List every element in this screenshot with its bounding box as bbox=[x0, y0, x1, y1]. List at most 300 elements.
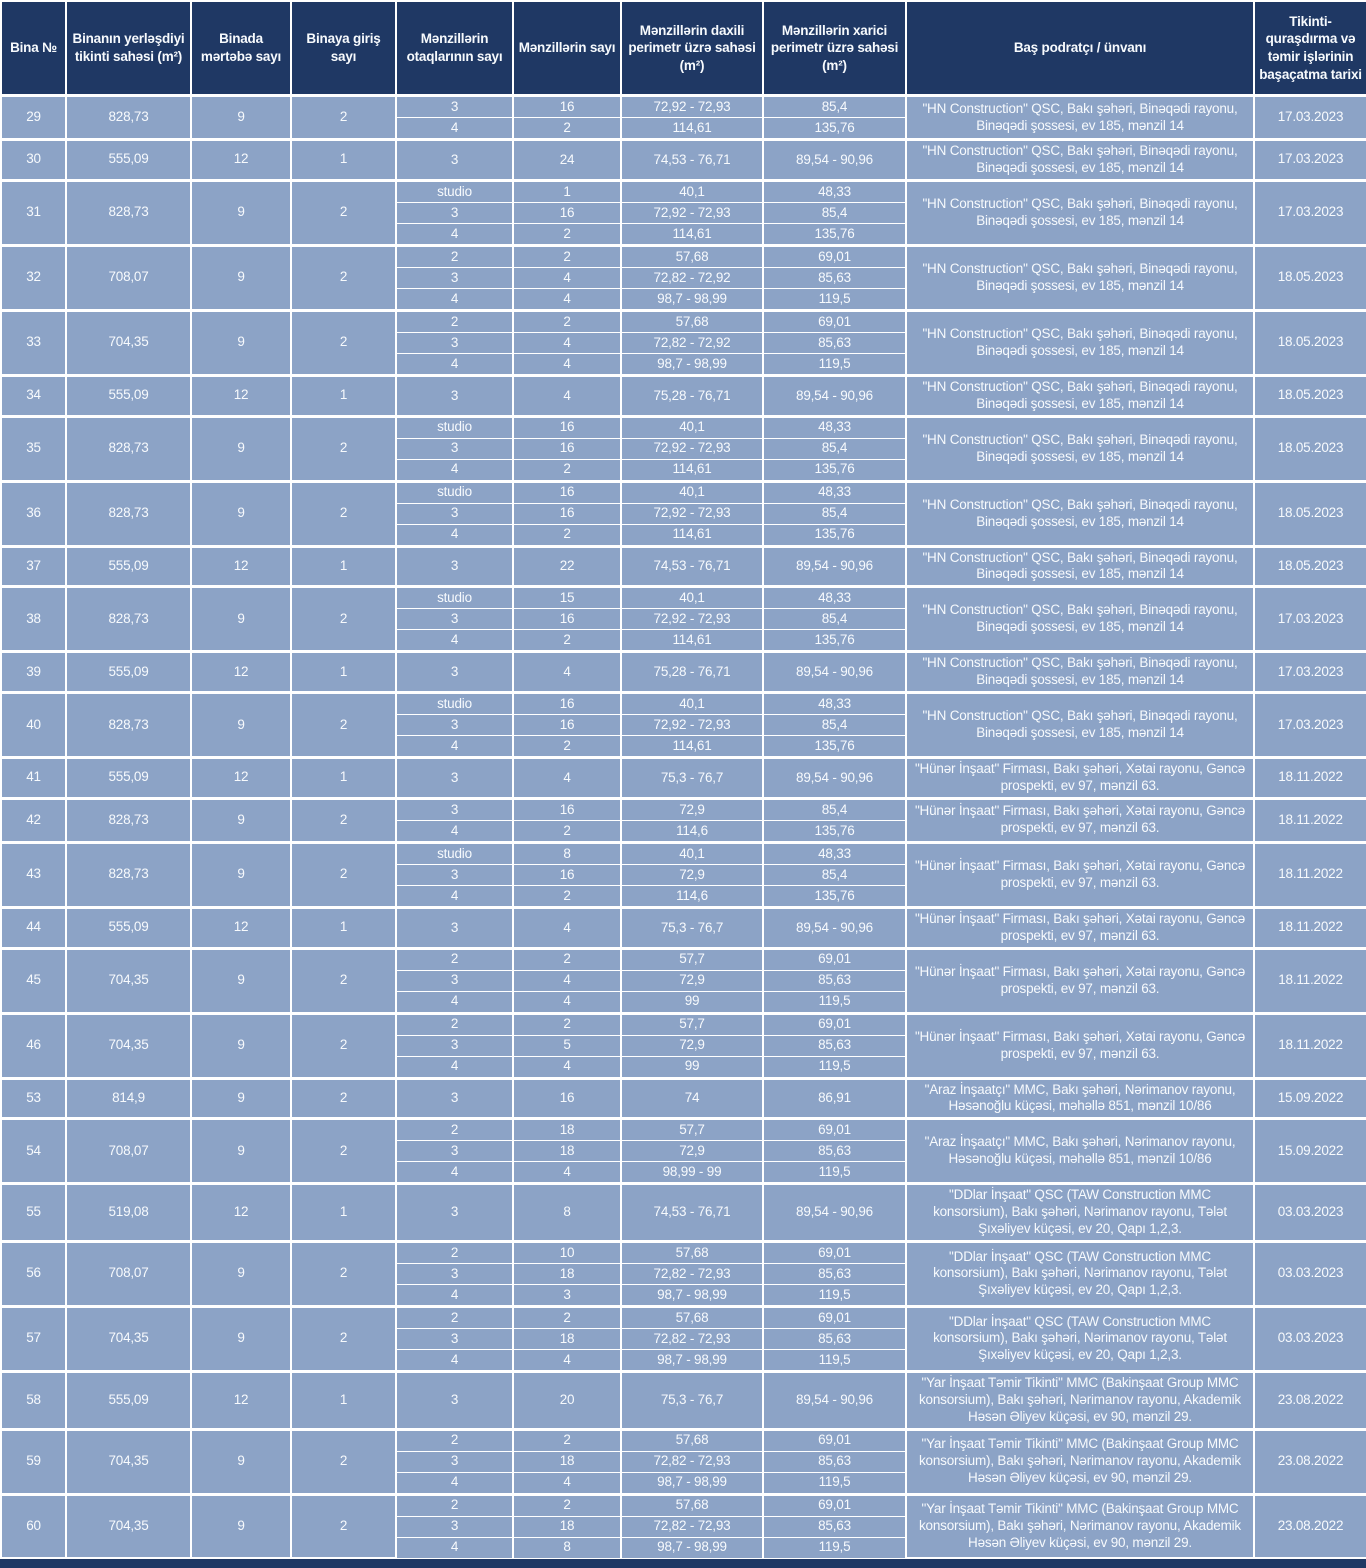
cell-inner-perimeter-area: 40,1 bbox=[621, 180, 763, 202]
table-row bbox=[1, 1184, 1366, 1242]
cell-inner-perimeter-area: 114,61 bbox=[621, 223, 763, 245]
cell-outer-perimeter-area: 85,63 bbox=[763, 1516, 906, 1537]
cell-apartment-count: 16 bbox=[513, 481, 621, 503]
cell-apartment-count: 4 bbox=[513, 1162, 621, 1184]
cell-building-no: 39 bbox=[1, 652, 66, 693]
table-row bbox=[1, 1371, 1366, 1429]
cell-outer-perimeter-area: 89,54 - 90,96 bbox=[763, 652, 906, 693]
cell-contractor: "HN Construction" QSC, Bakı şəhəri, Binəqədi rayonu, Binəqədi şossesi, ev 185, mənzil 14 bbox=[906, 245, 1254, 310]
cell-inner-perimeter-area: 72,9 bbox=[621, 1035, 763, 1056]
cell-inner-perimeter-area: 74,53 - 76,71 bbox=[621, 140, 763, 181]
cell-outer-perimeter-area: 85,63 bbox=[763, 332, 906, 353]
cell-completion-date: 18.11.2022 bbox=[1254, 798, 1366, 842]
cell-apartment-count: 4 bbox=[513, 758, 621, 799]
cell-entrance-count: 2 bbox=[291, 1306, 396, 1371]
cell-outer-perimeter-area: 69,01 bbox=[763, 1306, 906, 1328]
cell-apartment-count: 16 bbox=[513, 96, 621, 118]
cell-contractor: "Hünər İnşaat" Firması, Bakı şəhəri, Xətai rayonu, Gəncə prospekti, ev 97, mənzil 63. bbox=[906, 842, 1254, 907]
cell-room-count: 4 bbox=[396, 353, 513, 375]
cell-inner-perimeter-area: 57,68 bbox=[621, 1306, 763, 1328]
cell-apartment-count: 24 bbox=[513, 140, 621, 181]
cell-building-no: 56 bbox=[1, 1241, 66, 1306]
header-completion-date: Tikinti-quraşdırma və təmir işlərinin başaçatma tarixi bbox=[1254, 1, 1366, 96]
cell-contractor: "HN Construction" QSC, Bakı şəhəri, Binəqədi rayonu, Binəqədi şossesi, ev 185, mənzil 14 bbox=[906, 693, 1254, 758]
cell-apartment-count: 2 bbox=[513, 1306, 621, 1328]
cell-construction-area: 704,35 bbox=[66, 1429, 191, 1494]
cell-completion-date: 23.08.2022 bbox=[1254, 1429, 1366, 1494]
cell-contractor: "HN Construction" QSC, Bakı şəhəri, Binəqədi rayonu, Binəqədi şossesi, ev 185, mənzil 14 bbox=[906, 180, 1254, 245]
header-construction-area: Binanın yerləşdiyi tikinti sahəsi (m²) bbox=[66, 1, 191, 96]
cell-room-count: 3 bbox=[396, 140, 513, 181]
cell-outer-perimeter-area: 119,5 bbox=[763, 353, 906, 375]
cell-inner-perimeter-area: 98,7 - 98,99 bbox=[621, 1537, 763, 1558]
cell-outer-perimeter-area: 85,4 bbox=[763, 864, 906, 885]
cell-room-count: 4 bbox=[396, 1162, 513, 1184]
cell-room-count: 4 bbox=[396, 288, 513, 310]
cell-apartment-count: 2 bbox=[513, 885, 621, 907]
cell-outer-perimeter-area: 89,54 - 90,96 bbox=[763, 1371, 906, 1429]
cell-apartment-count: 4 bbox=[513, 353, 621, 375]
cell-building-no: 59 bbox=[1, 1429, 66, 1494]
cell-building-no: 38 bbox=[1, 587, 66, 652]
cell-inner-perimeter-area: 98,7 - 98,99 bbox=[621, 1349, 763, 1371]
cell-entrance-count: 2 bbox=[291, 798, 396, 842]
cell-apartment-count: 8 bbox=[513, 1184, 621, 1242]
cell-room-count: 2 bbox=[396, 1494, 513, 1516]
cell-inner-perimeter-area: 99 bbox=[621, 1056, 763, 1078]
cell-floor-count: 9 bbox=[191, 245, 291, 310]
cell-building-no: 44 bbox=[1, 907, 66, 948]
cell-outer-perimeter-area: 48,33 bbox=[763, 842, 906, 864]
cell-building-no: 33 bbox=[1, 310, 66, 375]
cell-outer-perimeter-area: 85,63 bbox=[763, 1328, 906, 1349]
cell-entrance-count: 2 bbox=[291, 1119, 396, 1184]
cell-room-count: 3 bbox=[396, 1263, 513, 1284]
cell-apartment-count: 4 bbox=[513, 1472, 621, 1494]
cell-outer-perimeter-area: 135,76 bbox=[763, 885, 906, 907]
cell-inner-perimeter-area: 57,7 bbox=[621, 1119, 763, 1141]
cell-building-no: 43 bbox=[1, 842, 66, 907]
table-row bbox=[1, 948, 1366, 970]
cell-outer-perimeter-area: 48,33 bbox=[763, 180, 906, 202]
cell-outer-perimeter-area: 119,5 bbox=[763, 1162, 906, 1184]
cell-apartment-count: 2 bbox=[513, 524, 621, 546]
cell-room-count: studio bbox=[396, 481, 513, 503]
cell-room-count: 3 bbox=[396, 96, 513, 118]
cell-building-no: 60 bbox=[1, 1494, 66, 1558]
cell-contractor: "HN Construction" QSC, Bakı şəhəri, Binəqədi rayonu, Binəqədi şossesi, ev 185, mənzil 14 bbox=[906, 587, 1254, 652]
cell-inner-perimeter-area: 72,82 - 72,93 bbox=[621, 1516, 763, 1537]
cell-inner-perimeter-area: 57,68 bbox=[621, 245, 763, 267]
cell-apartment-count: 22 bbox=[513, 546, 621, 587]
table-row bbox=[1, 481, 1366, 503]
cell-contractor: "Hünər İnşaat" Firması, Bakı şəhəri, Xətai rayonu, Gəncə prospekti, ev 97, mənzil 63. bbox=[906, 798, 1254, 842]
cell-inner-perimeter-area: 57,68 bbox=[621, 1494, 763, 1516]
cell-room-count: 3 bbox=[396, 907, 513, 948]
cell-entrance-count: 1 bbox=[291, 1184, 396, 1242]
cell-room-count: 4 bbox=[396, 1472, 513, 1494]
cell-floor-count: 9 bbox=[191, 310, 291, 375]
cell-room-count: 4 bbox=[396, 1056, 513, 1078]
cell-inner-perimeter-area: 40,1 bbox=[621, 842, 763, 864]
cell-contractor: "Araz İnşaatçı" MMC, Bakı şəhəri, Nərimanov rayonu, Həsənoğlu küçəsi, məhəllə 851, mənzil 10/86 bbox=[906, 1078, 1254, 1119]
cell-entrance-count: 2 bbox=[291, 693, 396, 758]
cell-completion-date: 18.05.2023 bbox=[1254, 310, 1366, 375]
cell-outer-perimeter-area: 89,54 - 90,96 bbox=[763, 758, 906, 799]
cell-outer-perimeter-area: 85,4 bbox=[763, 715, 906, 736]
cell-completion-date: 18.05.2023 bbox=[1254, 416, 1366, 481]
cell-construction-area: 519,08 bbox=[66, 1184, 191, 1242]
cell-outer-perimeter-area: 135,76 bbox=[763, 736, 906, 758]
cell-outer-perimeter-area: 48,33 bbox=[763, 693, 906, 715]
cell-construction-area: 828,73 bbox=[66, 842, 191, 907]
cell-apartment-count: 2 bbox=[513, 223, 621, 245]
cell-construction-area: 828,73 bbox=[66, 416, 191, 481]
cell-room-count: 3 bbox=[396, 1184, 513, 1242]
cell-apartment-count: 18 bbox=[513, 1516, 621, 1537]
cell-completion-date: 17.03.2023 bbox=[1254, 693, 1366, 758]
header-inner-perimeter-area: Mənzillərin daxili perimetr üzrə sahəsi (m²) bbox=[621, 1, 763, 96]
cell-outer-perimeter-area: 85,4 bbox=[763, 202, 906, 223]
cell-completion-date: 18.05.2023 bbox=[1254, 245, 1366, 310]
cell-room-count: 4 bbox=[396, 223, 513, 245]
cell-apartment-count: 2 bbox=[513, 118, 621, 140]
cell-inner-perimeter-area: 72,92 - 72,93 bbox=[621, 609, 763, 630]
cell-outer-perimeter-area: 135,76 bbox=[763, 524, 906, 546]
cell-construction-area: 704,35 bbox=[66, 1306, 191, 1371]
cell-inner-perimeter-area: 40,1 bbox=[621, 693, 763, 715]
cell-apartment-count: 16 bbox=[513, 202, 621, 223]
cell-apartment-count: 2 bbox=[513, 948, 621, 970]
cell-room-count: 4 bbox=[396, 820, 513, 842]
cell-outer-perimeter-area: 69,01 bbox=[763, 1429, 906, 1451]
cell-room-count: studio bbox=[396, 587, 513, 609]
cell-room-count: 3 bbox=[396, 970, 513, 991]
cell-inner-perimeter-area: 114,61 bbox=[621, 524, 763, 546]
cell-construction-area: 555,09 bbox=[66, 375, 191, 416]
cell-entrance-count: 2 bbox=[291, 1078, 396, 1119]
cell-building-no: 34 bbox=[1, 375, 66, 416]
cell-outer-perimeter-area: 69,01 bbox=[763, 310, 906, 332]
cell-inner-perimeter-area: 74,53 - 76,71 bbox=[621, 1184, 763, 1242]
cell-inner-perimeter-area: 72,82 - 72,92 bbox=[621, 332, 763, 353]
cell-completion-date: 18.11.2022 bbox=[1254, 907, 1366, 948]
cell-contractor: "HN Construction" QSC, Bakı şəhəri, Binəqədi rayonu, Binəqədi şossesi, ev 185, mənzil 14 bbox=[906, 310, 1254, 375]
cell-construction-area: 828,73 bbox=[66, 96, 191, 140]
cell-floor-count: 9 bbox=[191, 96, 291, 140]
cell-apartment-count: 15 bbox=[513, 587, 621, 609]
table-row bbox=[1, 310, 1366, 332]
header-building-no: Bina № bbox=[1, 1, 66, 96]
cell-apartment-count: 18 bbox=[513, 1451, 621, 1472]
cell-construction-area: 828,73 bbox=[66, 587, 191, 652]
cell-outer-perimeter-area: 86,91 bbox=[763, 1078, 906, 1119]
cell-completion-date: 18.05.2023 bbox=[1254, 481, 1366, 546]
cell-outer-perimeter-area: 119,5 bbox=[763, 1056, 906, 1078]
cell-apartment-count: 5 bbox=[513, 1035, 621, 1056]
cell-contractor: "Yar İnşaat Təmir Tikinti" MMC (Bakinşaat Group MMC konsorsium), Bakı şəhəri, Nərimanov rayonu, Akademik Həsən Əliyev küçəsi, ev 90, mənzil 29. bbox=[906, 1429, 1254, 1494]
cell-contractor: "HN Construction" QSC, Bakı şəhəri, Binəqədi rayonu, Binəqədi şossesi, ev 185, mənzil 14 bbox=[906, 481, 1254, 546]
table-row bbox=[1, 1306, 1366, 1328]
table-row bbox=[1, 96, 1366, 118]
cell-floor-count: 12 bbox=[191, 140, 291, 181]
cell-inner-perimeter-area: 75,3 - 76,7 bbox=[621, 907, 763, 948]
cell-outer-perimeter-area: 85,4 bbox=[763, 609, 906, 630]
cell-inner-perimeter-area: 72,9 bbox=[621, 970, 763, 991]
cell-building-no: 35 bbox=[1, 416, 66, 481]
cell-floor-count: 9 bbox=[191, 587, 291, 652]
table-row bbox=[1, 375, 1366, 416]
cell-apartment-count: 16 bbox=[513, 1078, 621, 1119]
table-row bbox=[1, 140, 1366, 181]
cell-entrance-count: 2 bbox=[291, 416, 396, 481]
cell-entrance-count: 1 bbox=[291, 140, 396, 181]
cell-contractor: "Yar İnşaat Təmir Tikinti" MMC (Bakinşaat Group MMC konsorsium), Bakı şəhəri, Nərimanov rayonu, Akademik Həsən Əliyev küçəsi, ev 90, mənzil 29. bbox=[906, 1494, 1254, 1558]
cell-floor-count: 9 bbox=[191, 798, 291, 842]
table-row bbox=[1, 1429, 1366, 1451]
cell-apartment-count: 8 bbox=[513, 842, 621, 864]
cell-apartment-count: 20 bbox=[513, 1371, 621, 1429]
cell-inner-perimeter-area: 40,1 bbox=[621, 481, 763, 503]
cell-entrance-count: 1 bbox=[291, 1371, 396, 1429]
cell-outer-perimeter-area: 48,33 bbox=[763, 587, 906, 609]
cell-entrance-count: 2 bbox=[291, 842, 396, 907]
table-row bbox=[1, 798, 1366, 820]
cell-room-count: 2 bbox=[396, 948, 513, 970]
cell-contractor: "HN Construction" QSC, Bakı şəhəri, Binəqədi rayonu, Binəqədi şossesi, ev 185, mənzil 14 bbox=[906, 375, 1254, 416]
table-row bbox=[1, 842, 1366, 864]
cell-outer-perimeter-area: 135,76 bbox=[763, 630, 906, 652]
cell-outer-perimeter-area: 85,63 bbox=[763, 1141, 906, 1162]
cell-construction-area: 828,73 bbox=[66, 693, 191, 758]
cell-construction-area: 828,73 bbox=[66, 798, 191, 842]
cell-entrance-count: 1 bbox=[291, 652, 396, 693]
cell-inner-perimeter-area: 72,82 - 72,93 bbox=[621, 1451, 763, 1472]
cell-building-no: 29 bbox=[1, 96, 66, 140]
cell-apartment-count: 18 bbox=[513, 1141, 621, 1162]
cell-inner-perimeter-area: 98,7 - 98,99 bbox=[621, 353, 763, 375]
cell-floor-count: 9 bbox=[191, 1119, 291, 1184]
cell-room-count: 4 bbox=[396, 1284, 513, 1306]
cell-building-no: 41 bbox=[1, 758, 66, 799]
cell-apartment-count: 2 bbox=[513, 820, 621, 842]
cell-outer-perimeter-area: 85,63 bbox=[763, 970, 906, 991]
cell-entrance-count: 2 bbox=[291, 1429, 396, 1494]
cell-entrance-count: 1 bbox=[291, 907, 396, 948]
cell-contractor: "Yar İnşaat Təmir Tikinti" MMC (Bakinşaat Group MMC konsorsium), Bakı şəhəri, Nərimanov rayonu, Akademik Həsən Əliyev küçəsi, ev 90, mənzil 29. bbox=[906, 1371, 1254, 1429]
cell-floor-count: 12 bbox=[191, 375, 291, 416]
table-row bbox=[1, 907, 1366, 948]
cell-inner-perimeter-area: 72,92 - 72,93 bbox=[621, 503, 763, 524]
cell-floor-count: 9 bbox=[191, 1494, 291, 1558]
cell-construction-area: 555,09 bbox=[66, 907, 191, 948]
cell-room-count: 4 bbox=[396, 524, 513, 546]
cell-outer-perimeter-area: 85,4 bbox=[763, 96, 906, 118]
cell-floor-count: 12 bbox=[191, 1371, 291, 1429]
cell-contractor: "Araz İnşaatçı" MMC, Bakı şəhəri, Nərimanov rayonu, Həsənoğlu küçəsi, məhəllə 851, mənzil 10/86 bbox=[906, 1119, 1254, 1184]
cell-room-count: 4 bbox=[396, 991, 513, 1013]
table-row bbox=[1, 1078, 1366, 1119]
cell-construction-area: 828,73 bbox=[66, 180, 191, 245]
cell-construction-area: 704,35 bbox=[66, 1494, 191, 1558]
cell-outer-perimeter-area: 85,4 bbox=[763, 503, 906, 524]
cell-completion-date: 18.05.2023 bbox=[1254, 375, 1366, 416]
cell-room-count: 4 bbox=[396, 1349, 513, 1371]
cell-outer-perimeter-area: 119,5 bbox=[763, 1349, 906, 1371]
cell-apartment-count: 16 bbox=[513, 438, 621, 459]
cell-building-no: 31 bbox=[1, 180, 66, 245]
cell-contractor: "Hünər İnşaat" Firması, Bakı şəhəri, Xətai rayonu, Gəncə prospekti, ev 97, mənzil 63. bbox=[906, 948, 1254, 1013]
cell-floor-count: 9 bbox=[191, 1013, 291, 1078]
cell-apartment-count: 4 bbox=[513, 907, 621, 948]
cell-apartment-count: 18 bbox=[513, 1328, 621, 1349]
cell-apartment-count: 2 bbox=[513, 245, 621, 267]
table-row bbox=[1, 245, 1366, 267]
cell-construction-area: 828,73 bbox=[66, 481, 191, 546]
cell-room-count: 4 bbox=[396, 736, 513, 758]
cell-contractor: "HN Construction" QSC, Bakı şəhəri, Binəqədi rayonu, Binəqədi şossesi, ev 185, mənzil 14 bbox=[906, 96, 1254, 140]
cell-entrance-count: 1 bbox=[291, 758, 396, 799]
cell-outer-perimeter-area: 119,5 bbox=[763, 1537, 906, 1558]
cell-inner-perimeter-area: 57,68 bbox=[621, 1429, 763, 1451]
cell-apartment-count: 4 bbox=[513, 288, 621, 310]
cell-outer-perimeter-area: 135,76 bbox=[763, 223, 906, 245]
cell-contractor: "Hünər İnşaat" Firması, Bakı şəhəri, Xətai rayonu, Gəncə prospekti, ev 97, mənzil 63. bbox=[906, 758, 1254, 799]
cell-room-count: studio bbox=[396, 180, 513, 202]
cell-room-count: 3 bbox=[396, 1035, 513, 1056]
cell-inner-perimeter-area: 74,53 - 76,71 bbox=[621, 546, 763, 587]
cell-apartment-count: 16 bbox=[513, 798, 621, 820]
cell-room-count: studio bbox=[396, 693, 513, 715]
table-header bbox=[1, 1, 1366, 96]
cell-room-count: 3 bbox=[396, 1516, 513, 1537]
cell-entrance-count: 2 bbox=[291, 310, 396, 375]
header-entrance-count: Binaya giriş sayı bbox=[291, 1, 396, 96]
cell-outer-perimeter-area: 69,01 bbox=[763, 948, 906, 970]
cell-inner-perimeter-area: 98,7 - 98,99 bbox=[621, 1284, 763, 1306]
table-row bbox=[1, 693, 1366, 715]
cell-completion-date: 17.03.2023 bbox=[1254, 652, 1366, 693]
cell-floor-count: 9 bbox=[191, 1078, 291, 1119]
cell-outer-perimeter-area: 69,01 bbox=[763, 245, 906, 267]
cell-entrance-count: 2 bbox=[291, 1013, 396, 1078]
cell-floor-count: 9 bbox=[191, 1429, 291, 1494]
cell-floor-count: 12 bbox=[191, 652, 291, 693]
cell-outer-perimeter-area: 89,54 - 90,96 bbox=[763, 140, 906, 181]
cell-room-count: 2 bbox=[396, 310, 513, 332]
cell-completion-date: 17.03.2023 bbox=[1254, 140, 1366, 181]
header-apartment-count: Mənzillərin sayı bbox=[513, 1, 621, 96]
cell-completion-date: 17.03.2023 bbox=[1254, 180, 1366, 245]
cell-contractor: "Hünər İnşaat" Firması, Bakı şəhəri, Xətai rayonu, Gəncə prospekti, ev 97, mənzil 63. bbox=[906, 907, 1254, 948]
cell-construction-area: 555,09 bbox=[66, 652, 191, 693]
cell-apartment-count: 1 bbox=[513, 180, 621, 202]
cell-outer-perimeter-area: 119,5 bbox=[763, 1284, 906, 1306]
cell-apartment-count: 4 bbox=[513, 375, 621, 416]
cell-apartment-count: 16 bbox=[513, 609, 621, 630]
table-row bbox=[1, 546, 1366, 587]
cell-inner-perimeter-area: 57,7 bbox=[621, 948, 763, 970]
cell-room-count: 2 bbox=[396, 245, 513, 267]
cell-outer-perimeter-area: 135,76 bbox=[763, 118, 906, 140]
cell-floor-count: 9 bbox=[191, 842, 291, 907]
cell-building-no: 45 bbox=[1, 948, 66, 1013]
cell-construction-area: 555,09 bbox=[66, 546, 191, 587]
header-contractor: Baş podratçı / ünvanı bbox=[906, 1, 1254, 96]
table-row bbox=[1, 1241, 1366, 1263]
cell-entrance-count: 1 bbox=[291, 375, 396, 416]
cell-room-count: 3 bbox=[396, 652, 513, 693]
cell-construction-area: 704,35 bbox=[66, 310, 191, 375]
cell-completion-date: 18.11.2022 bbox=[1254, 758, 1366, 799]
table-row bbox=[1, 416, 1366, 438]
cell-building-no: 46 bbox=[1, 1013, 66, 1078]
cell-outer-perimeter-area: 69,01 bbox=[763, 1241, 906, 1263]
cell-building-no: 36 bbox=[1, 481, 66, 546]
cell-inner-perimeter-area: 72,92 - 72,93 bbox=[621, 202, 763, 223]
cell-completion-date: 18.05.2023 bbox=[1254, 546, 1366, 587]
cell-apartment-count: 2 bbox=[513, 1494, 621, 1516]
cell-entrance-count: 1 bbox=[291, 546, 396, 587]
cell-apartment-count: 16 bbox=[513, 693, 621, 715]
cell-contractor: "HN Construction" QSC, Bakı şəhəri, Binəqədi rayonu, Binəqədi şossesi, ev 185, mənzil 14 bbox=[906, 546, 1254, 587]
cell-completion-date: 18.11.2022 bbox=[1254, 1013, 1366, 1078]
cell-room-count: 3 bbox=[396, 1451, 513, 1472]
cell-outer-perimeter-area: 89,54 - 90,96 bbox=[763, 375, 906, 416]
cell-inner-perimeter-area: 40,1 bbox=[621, 587, 763, 609]
cell-completion-date: 17.03.2023 bbox=[1254, 587, 1366, 652]
cell-outer-perimeter-area: 89,54 - 90,96 bbox=[763, 1184, 906, 1242]
cell-inner-perimeter-area: 98,7 - 98,99 bbox=[621, 1472, 763, 1494]
cell-apartment-count: 2 bbox=[513, 459, 621, 481]
cell-inner-perimeter-area: 72,82 - 72,93 bbox=[621, 1328, 763, 1349]
cell-outer-perimeter-area: 135,76 bbox=[763, 459, 906, 481]
cell-building-no: 58 bbox=[1, 1371, 66, 1429]
cell-apartment-count: 4 bbox=[513, 970, 621, 991]
cell-floor-count: 9 bbox=[191, 481, 291, 546]
cell-inner-perimeter-area: 98,7 - 98,99 bbox=[621, 288, 763, 310]
cell-apartment-count: 4 bbox=[513, 267, 621, 288]
cell-inner-perimeter-area: 75,28 - 76,71 bbox=[621, 375, 763, 416]
cell-outer-perimeter-area: 89,54 - 90,96 bbox=[763, 546, 906, 587]
cell-room-count: 3 bbox=[396, 202, 513, 223]
bottom-cutoff-row bbox=[0, 1559, 1366, 1568]
cell-apartment-count: 10 bbox=[513, 1241, 621, 1263]
cell-floor-count: 9 bbox=[191, 1306, 291, 1371]
cell-inner-perimeter-area: 114,61 bbox=[621, 118, 763, 140]
cell-contractor: "DDlar İnşaat" QSC (TAW Construction MMC konsorsium), Bakı şəhəri, Nərimanov rayonu, Tələt Şıxəliyev küçəsi, ev 20, Qapı 1,2,3. bbox=[906, 1241, 1254, 1306]
cell-room-count: 3 bbox=[396, 546, 513, 587]
cell-completion-date: 23.08.2022 bbox=[1254, 1371, 1366, 1429]
cell-apartment-count: 16 bbox=[513, 503, 621, 524]
cell-floor-count: 12 bbox=[191, 1184, 291, 1242]
table-row bbox=[1, 1119, 1366, 1141]
cell-room-count: 4 bbox=[396, 1537, 513, 1558]
cell-apartment-count: 2 bbox=[513, 736, 621, 758]
cell-inner-perimeter-area: 75,3 - 76,7 bbox=[621, 758, 763, 799]
cell-outer-perimeter-area: 135,76 bbox=[763, 820, 906, 842]
cell-inner-perimeter-area: 40,1 bbox=[621, 416, 763, 438]
cell-construction-area: 555,09 bbox=[66, 140, 191, 181]
cell-room-count: 3 bbox=[396, 798, 513, 820]
cell-floor-count: 12 bbox=[191, 907, 291, 948]
cell-apartment-count: 2 bbox=[513, 1013, 621, 1035]
cell-outer-perimeter-area: 85,4 bbox=[763, 438, 906, 459]
cell-inner-perimeter-area: 57,68 bbox=[621, 1241, 763, 1263]
cell-room-count: 2 bbox=[396, 1119, 513, 1141]
cell-completion-date: 03.03.2023 bbox=[1254, 1306, 1366, 1371]
cell-building-no: 30 bbox=[1, 140, 66, 181]
